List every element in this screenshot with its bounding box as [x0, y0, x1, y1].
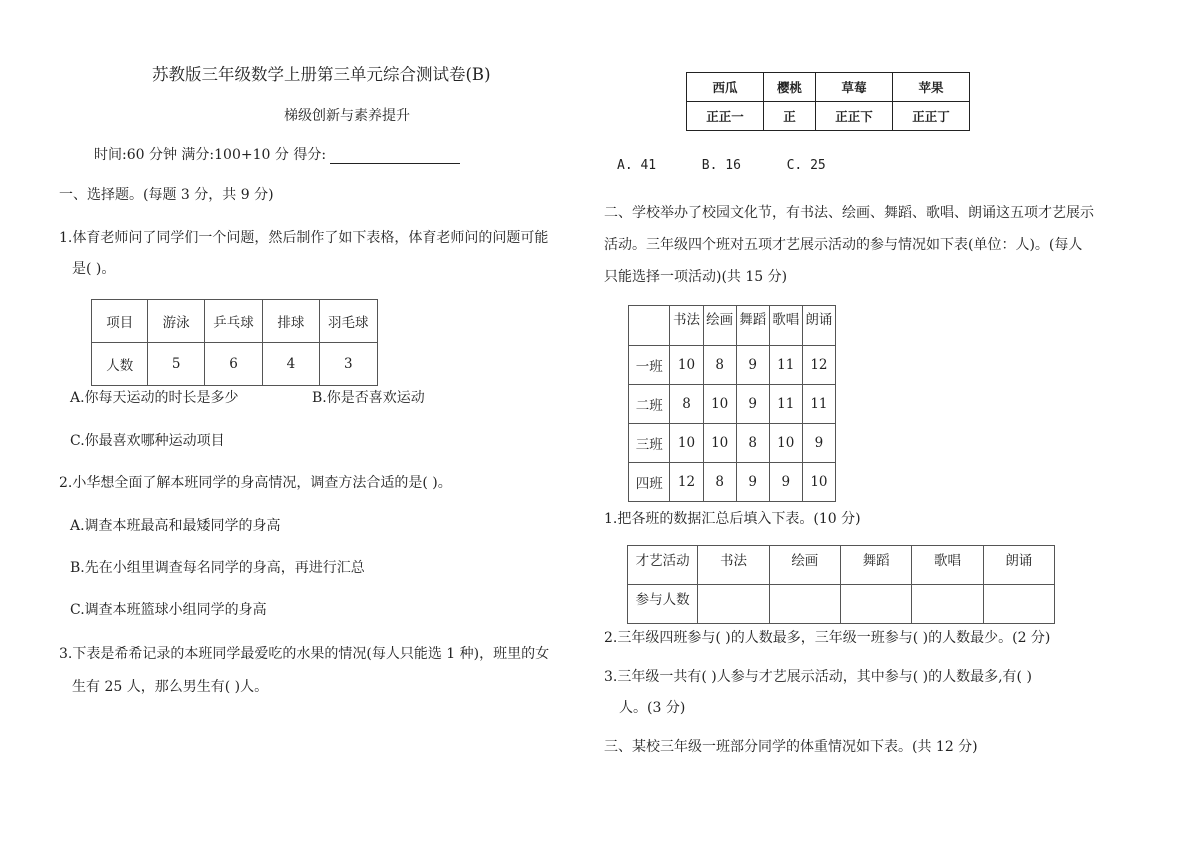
table-row — [629, 306, 836, 346]
table-cell: 舞蹈 — [840, 546, 911, 585]
tally-cell: 正正一 — [687, 102, 764, 131]
answer-cell[interactable] — [698, 585, 769, 624]
table-cell: 10 — [670, 424, 703, 463]
table-cell: 二班 — [629, 385, 670, 424]
table-cell: 歌唱 — [769, 306, 802, 346]
q3-options — [617, 158, 826, 173]
exam-info-text: 时间:60 分钟 满分:100+10 分 得分: — [94, 147, 327, 163]
table-cell: 苹果 — [892, 73, 969, 102]
table-cell: 人数 — [92, 343, 148, 386]
q1-text-line2: 是( )。 — [72, 261, 116, 277]
table-cell: 8 — [736, 424, 769, 463]
table-row — [628, 546, 1055, 585]
q1-option-c[interactable]: C.你最喜欢哪种运动项目 — [70, 433, 225, 449]
tally-cell: 正 — [763, 102, 815, 131]
table-row — [629, 424, 836, 463]
section3-heading: 三、某校三年级一班部分同学的体重情况如下表。(共 12 分) — [604, 739, 978, 755]
table-cell: 四班 — [629, 463, 670, 502]
table-cell: 9 — [736, 385, 769, 424]
section1-heading: 一、选择题。(每题 3 分，共 9 分) — [59, 187, 274, 203]
table-cell: 3 — [319, 343, 377, 386]
table-cell: 草莓 — [815, 73, 892, 102]
table-cell: 12 — [802, 346, 835, 385]
table-cell: 9 — [769, 463, 802, 502]
table-cell: 9 — [802, 424, 835, 463]
answer-cell[interactable] — [769, 585, 840, 624]
table-cell: 9 — [736, 463, 769, 502]
q2-text: 2.小华想全面了解本班同学的身高情况，调查方法合适的是( )。 — [59, 475, 452, 491]
table-cell: 4 — [263, 343, 319, 386]
page-subtitle: 梯级创新与素养提升 — [284, 108, 410, 124]
q3-text-line2: 生有 25 人，那么男生有( )人。 — [72, 679, 269, 695]
table-row — [629, 385, 836, 424]
table-cell: 10 — [802, 463, 835, 502]
q3-option-b[interactable]: B. 16 — [701, 158, 741, 173]
table-cell: 歌唱 — [912, 546, 983, 585]
table-cell: 12 — [670, 463, 703, 502]
table-cell: 樱桃 — [763, 73, 815, 102]
table-cell: 8 — [703, 463, 736, 502]
table-cell: 三班 — [629, 424, 670, 463]
table-cell: 参与人数 — [628, 585, 698, 624]
q1-text-line1: 1.体育老师问了同学们一个问题，然后制作了如下表格，体育老师问的问题可能 — [59, 230, 549, 246]
table-cell: 6 — [204, 343, 262, 386]
table-cell: 羽毛球 — [319, 300, 377, 343]
table-cell: 游泳 — [148, 300, 204, 343]
class-activity-table — [628, 305, 836, 502]
section2-text-line2: 活动。三年级四个班对五项才艺展示活动的参与情况如下表(单位：人)。(每人 — [604, 237, 1083, 253]
answer-cell[interactable] — [840, 585, 911, 624]
q1-option-a[interactable]: A.你每天运动的时长是多少 — [70, 390, 239, 406]
table-row — [628, 585, 1055, 624]
summary-table — [627, 545, 1055, 624]
table-cell: 10 — [769, 424, 802, 463]
exam-info — [94, 144, 460, 164]
table-cell: 5 — [148, 343, 204, 386]
section2-text-line3: 只能选择一项活动)(共 15 分) — [604, 269, 788, 285]
q1-option-b[interactable]: B.你是否喜欢运动 — [312, 390, 425, 406]
section2-q1: 1.把各班的数据汇总后填入下表。(10 分) — [604, 511, 861, 527]
section2-q2: 2.三年级四班参与( )的人数最多，三年级一班参与( )的人数最少。(2 分) — [604, 630, 1051, 646]
table-cell: 才艺活动 — [628, 546, 698, 585]
q3-option-a[interactable]: A. 41 — [617, 158, 657, 173]
table-cell: 项目 — [92, 300, 148, 343]
table-cell: 绘画 — [769, 546, 840, 585]
sports-table — [91, 299, 378, 386]
table-cell: 朗诵 — [802, 306, 835, 346]
table-row — [629, 346, 836, 385]
table-cell: 西瓜 — [687, 73, 764, 102]
table-cell: 10 — [703, 385, 736, 424]
table-cell: 8 — [670, 385, 703, 424]
table-cell: 11 — [802, 385, 835, 424]
q2-option-c[interactable]: C.调查本班篮球小组同学的身高 — [70, 602, 267, 618]
q2-option-a[interactable]: A.调查本班最高和最矮同学的身高 — [70, 518, 281, 534]
tally-cell: 正正下 — [815, 102, 892, 131]
answer-cell[interactable] — [983, 585, 1054, 624]
table-cell: 10 — [670, 346, 703, 385]
page-title: 苏教版三年级数学上册第三单元综合测试卷(B) — [152, 65, 491, 84]
fruit-tally-table — [686, 72, 970, 131]
q3-text-line1: 3.下表是希希记录的本班同学最爱吃的水果的情况(每人只能选 1 种)，班里的女 — [59, 646, 550, 662]
table-cell: 乒乓球 — [204, 300, 262, 343]
table-row — [687, 73, 970, 102]
section2-q3-line2: 人。(3 分) — [619, 700, 686, 716]
table-cell: 一班 — [629, 346, 670, 385]
q3-option-c[interactable]: C. 25 — [786, 158, 826, 173]
table-cell: 9 — [736, 346, 769, 385]
table-row — [92, 343, 378, 386]
table-row — [629, 463, 836, 502]
table-cell: 11 — [769, 346, 802, 385]
answer-cell[interactable] — [912, 585, 983, 624]
table-cell: 绘画 — [703, 306, 736, 346]
table-cell: 朗诵 — [983, 546, 1054, 585]
table-cell: 舞蹈 — [736, 306, 769, 346]
table-cell: 10 — [703, 424, 736, 463]
table-row — [687, 102, 970, 131]
table-cell: 排球 — [263, 300, 319, 343]
table-cell: 8 — [703, 346, 736, 385]
section2-q3-line1: 3.三年级一共有( )人参与才艺展示活动，其中参与( )的人数最多,有( ) — [604, 669, 1032, 685]
tally-cell: 正正丁 — [892, 102, 969, 131]
score-blank[interactable] — [330, 149, 460, 164]
q2-option-b[interactable]: B.先在小组里调查每名同学的身高，再进行汇总 — [70, 560, 365, 576]
table-cell: 11 — [769, 385, 802, 424]
table-cell: 书法 — [698, 546, 769, 585]
table-cell — [629, 306, 670, 346]
table-row — [92, 300, 378, 343]
section2-text-line1: 二、学校举办了校园文化节，有书法、绘画、舞蹈、歌唱、朗诵这五项才艺展示 — [604, 205, 1094, 221]
table-cell: 书法 — [670, 306, 703, 346]
